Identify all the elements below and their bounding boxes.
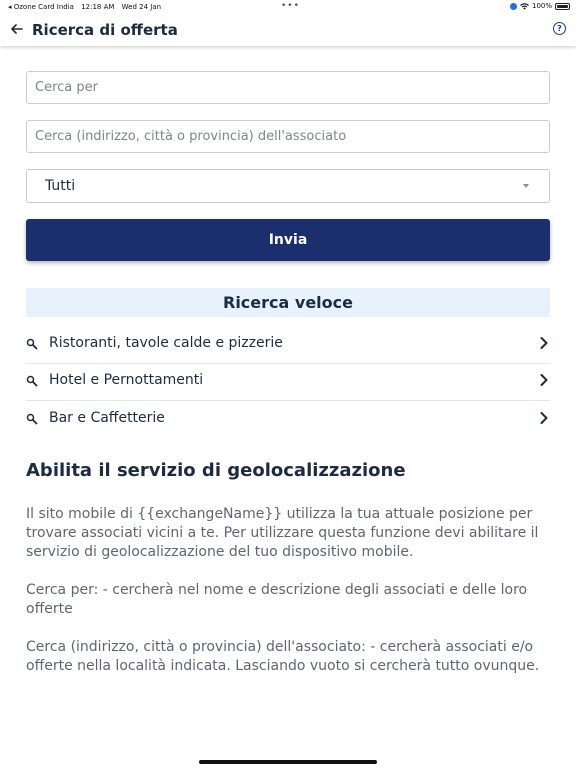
location-search-help-text: Cerca (indirizzo, città o provincia) dell'associato: - cercherà associati e/o offerte nella località indicata. Lasciando vuoto si cercherà tutto ovunque.	[26, 639, 540, 674]
submit-button[interactable]: Invia	[26, 219, 550, 261]
category-select-value: Tutti	[45, 178, 76, 194]
quick-search-item-bars[interactable]	[26, 401, 550, 438]
status-left	[8, 3, 166, 11]
location-indicator-icon	[510, 3, 517, 10]
help-button[interactable]	[553, 22, 566, 35]
status-date: Wed 24 Jan	[121, 3, 162, 11]
back-to-app-link[interactable]: ◂ Ozone Card India	[8, 3, 74, 11]
quick-search-item-label: Ristoranti, tavole calde e pizzerie	[49, 335, 283, 351]
quick-search-item-hotels[interactable]	[26, 363, 550, 401]
search-icon	[26, 413, 38, 425]
battery-percent: 100%	[531, 2, 552, 10]
search-for-help-text: Cerca per: - cercherà nel nome e descrizione degli associati e delle loro offerte	[26, 582, 528, 617]
home-indicator[interactable]	[199, 760, 377, 764]
quick-search-item-label: Bar e Caffetterie	[49, 410, 165, 426]
status-right	[510, 2, 570, 10]
search-for-input[interactable]	[26, 71, 550, 104]
chevron-down-icon	[523, 184, 529, 188]
location-search-input[interactable]	[26, 120, 550, 153]
search-icon	[26, 375, 38, 387]
status-bar	[0, 0, 576, 14]
app-header	[0, 14, 576, 46]
chevron-right-icon	[540, 337, 548, 349]
geolocation-description: Il sito mobile di {{exchangeName}} utilizza la tua attuale posizione per trovare associati vicini a te. Per utilizzare questa funzione devi abilitare il servizio di geolocalizzazione del tuo dispositivo mobile.	[26, 506, 539, 560]
geolocation-title: Abilita il servizio di geolocalizzazione	[26, 460, 406, 481]
search-icon	[26, 338, 38, 350]
page-title: Ricerca di offerta	[32, 21, 178, 39]
category-select[interactable]	[26, 169, 550, 203]
quick-search-item-restaurants[interactable]	[26, 326, 550, 364]
chevron-right-icon	[540, 412, 548, 424]
chevron-right-icon	[540, 374, 548, 386]
status-time: 12:18 AM	[81, 3, 115, 11]
wifi-icon	[520, 3, 529, 10]
arrow-left-icon	[11, 24, 23, 34]
multitasking-dots[interactable]: •••	[281, 1, 300, 11]
battery-icon	[555, 3, 570, 10]
question-circle-icon: ?	[557, 24, 562, 33]
back-button[interactable]	[8, 20, 26, 38]
quick-search-title: Ricerca veloce	[26, 288, 550, 317]
quick-search-item-label: Hotel e Pernottamenti	[49, 372, 204, 388]
